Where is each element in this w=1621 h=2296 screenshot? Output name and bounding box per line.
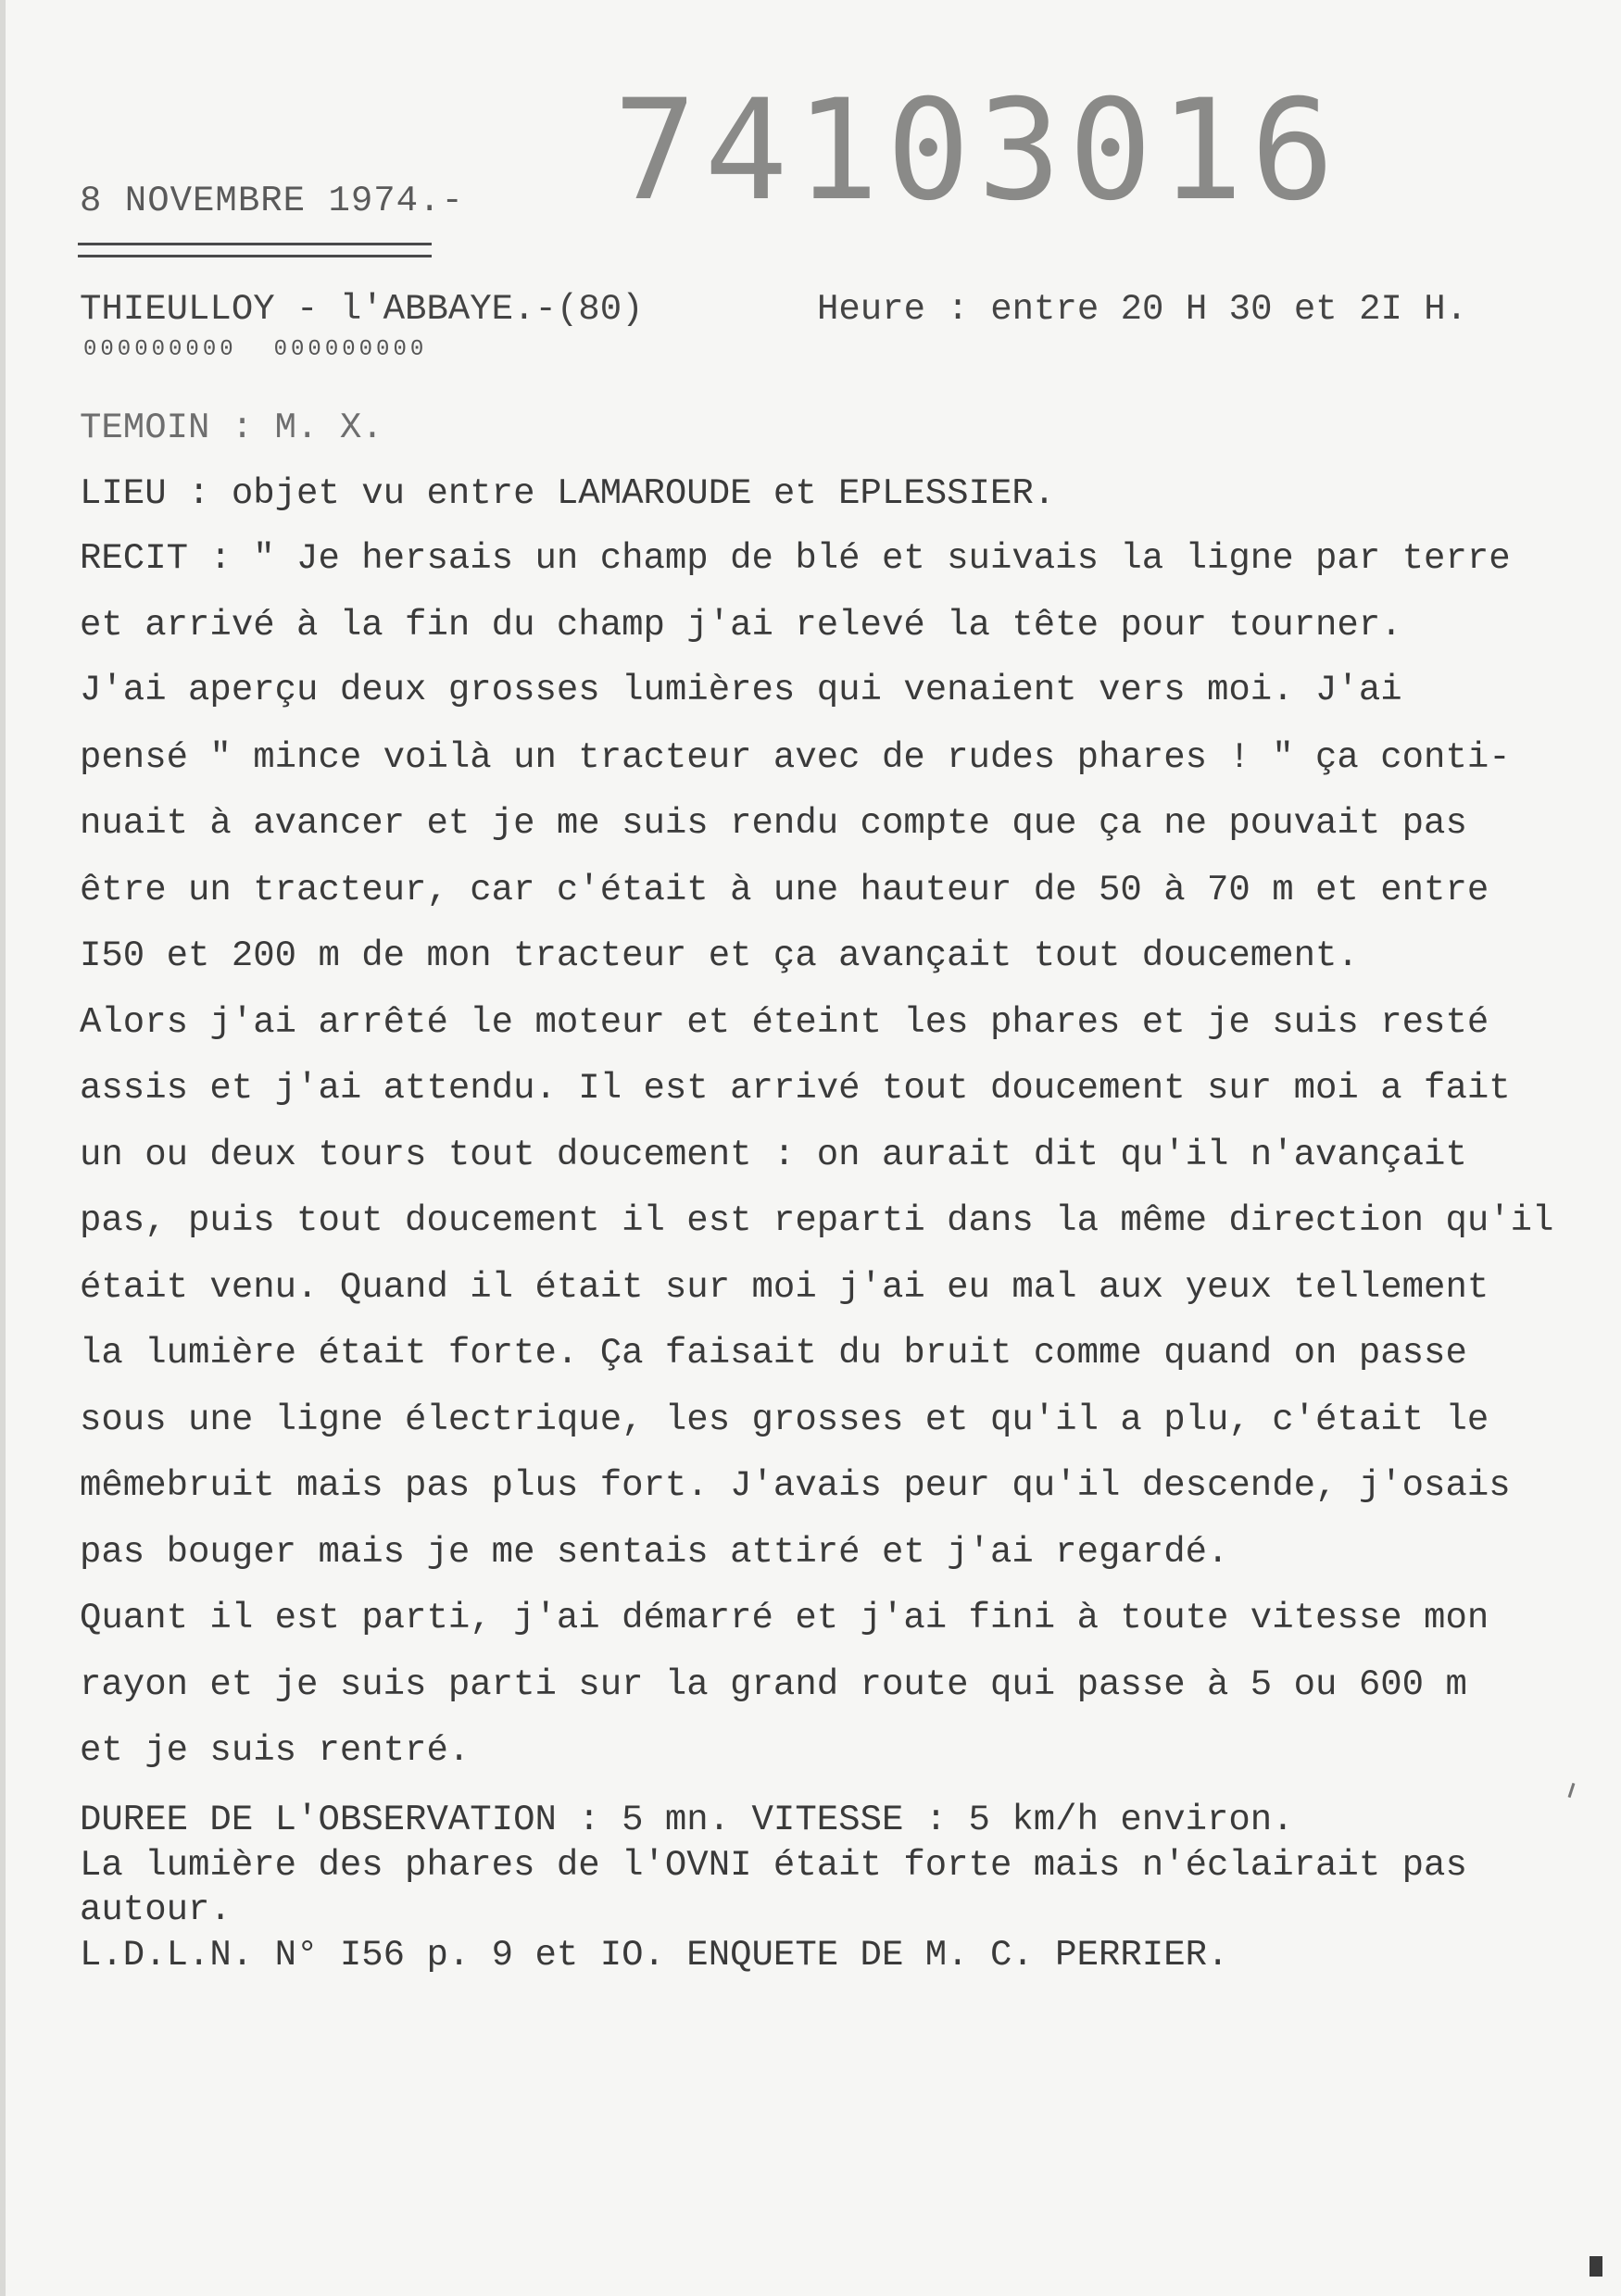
account-line-14: sous une ligne électrique, les grosses et qu'il a plu, c'était le: [80, 1399, 1489, 1440]
account-line-12: était venu. Quand il était sur moi j'ai eu mal aux yeux tellement: [80, 1267, 1489, 1308]
page-edge-mark: [1590, 2256, 1602, 2277]
underline-marks-2: 000000000: [273, 337, 428, 362]
account-line-6: être un tracteur, car c'était à une hauteur de 50 à 70 m et entre: [80, 870, 1489, 910]
location-underline-marks: [83, 337, 464, 362]
source-line: L.D.L.N. N° I56 p. 9 et IO. ENQUETE DE M. C. PERRIER.: [80, 1935, 1229, 1976]
report-date: 8 NOVEMBRE 1974.-: [80, 181, 464, 221]
account-line-2: et arrivé à la fin du champ j'ai relevé la tête pour tourner.: [80, 605, 1402, 646]
account-line-3: J'ai aperçu deux grosses lumières qui venaient vers moi. J'ai: [80, 670, 1402, 710]
date-underline: [78, 243, 432, 257]
account-line-10: un ou deux tours tout doucement : on aurait dit qu'il n'avançait: [80, 1135, 1467, 1175]
account-line-7: I50 et 200 m de mon tracteur et ça avançait tout doucement.: [80, 935, 1359, 976]
duration-line: DUREE DE L'OBSERVATION : 5 mn. VITESSE : 5 km/h environ.: [80, 1800, 1294, 1840]
account-line-9: assis et j'ai attendu. Il est arrivé tout doucement sur moi a fait: [80, 1068, 1511, 1109]
account-line-13: la lumière était forte. Ça faisait du bruit comme quand on passe: [80, 1333, 1467, 1374]
underline-marks-1: 000000000: [83, 337, 237, 362]
witness-line: TEMOIN : M. X.: [80, 408, 383, 448]
account-line-5: nuait à avancer et je me suis rendu compte que ça ne pouvait pas: [80, 803, 1467, 844]
account-line-4: pensé " mince voilà un tracteur avec de rudes phares ! " ça conti-: [80, 737, 1511, 778]
account-line-19: et je suis rentré.: [80, 1730, 471, 1771]
account-line-8: Alors j'ai arrêté le moteur et éteint les phares et je suis resté: [80, 1002, 1489, 1043]
location-line: LIEU : objet vu entre LAMAROUDE et EPLESSIER.: [80, 473, 1056, 514]
account-line-15: mêmebruit mais pas plus fort. J'avais peur qu'il descende, j'osais: [80, 1465, 1511, 1506]
location-heading: THIEULLOY - l'ABBAYE.-(80): [80, 289, 644, 330]
account-line-17: Quant il est parti, j'ai démarré et j'ai fini à toute vitesse mon: [80, 1598, 1489, 1638]
account-line-1: RECIT : " Je hersais un champ de blé et suivais la ligne par terre: [80, 538, 1511, 579]
light-note-line-1: La lumière des phares de l'OVNI était forte mais n'éclairait pas: [80, 1845, 1467, 1886]
reference-number: 74103016: [613, 70, 1342, 232]
stray-mark: [1568, 1783, 1576, 1798]
account-line-11: pas, puis tout doucement il est reparti dans la même direction qu'il: [80, 1200, 1554, 1241]
light-note-line-2: autour.: [80, 1889, 232, 1930]
account-line-16: pas bouger mais je me sentais attiré et j'ai regardé.: [80, 1532, 1229, 1573]
account-line-18: rayon et je suis parti sur la grand route qui passe à 5 ou 600 m: [80, 1664, 1467, 1705]
observation-time: Heure : entre 20 H 30 et 2I H.: [817, 289, 1468, 330]
